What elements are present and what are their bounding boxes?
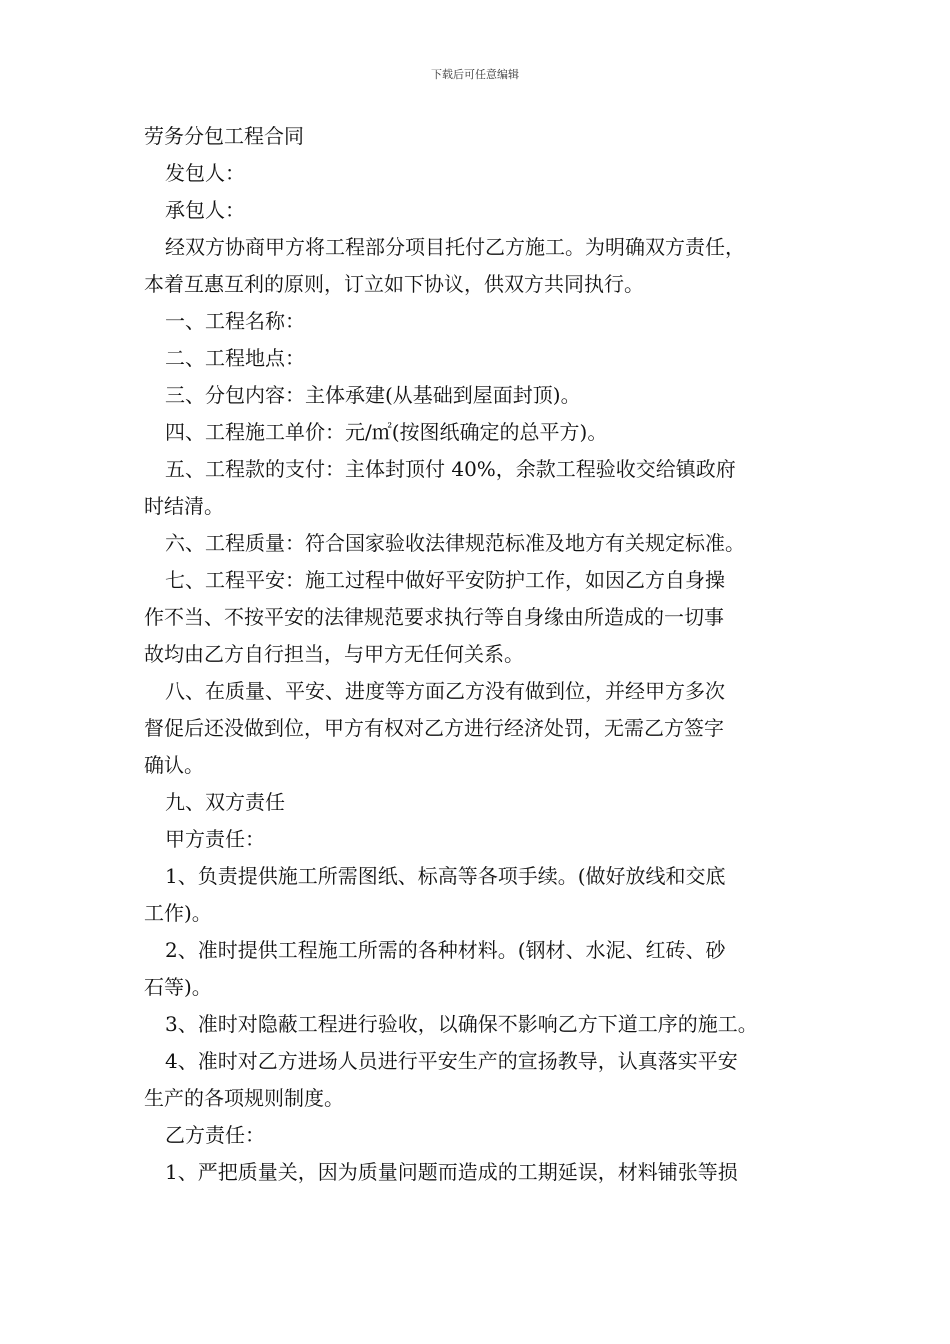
document-title: 劳务分包工程合同 <box>144 124 304 148</box>
document-line: 四、工程施工单价：元/㎡(按图纸确定的总平方)。 <box>165 420 608 444</box>
document-body <box>144 118 834 1191</box>
document-line: 1、严把质量关，因为质量问题而造成的工期延误，材料铺张等损 <box>165 1160 738 1184</box>
document-line: 2、准时提供工程施工所需的各种材料。(钢材、水泥、红砖、砂 <box>165 938 726 962</box>
document-line: 一、工程名称： <box>165 309 305 333</box>
document-line: 督促后还没做到位，甲方有权对乙方进行经济处罚，无需乙方签字 <box>144 716 724 740</box>
document-line: 乙方责任： <box>165 1123 265 1147</box>
document-line: 八、在质量、平安、进度等方面乙方没有做到位，并经甲方多次 <box>165 679 725 703</box>
document-line: 经双方协商甲方将工程部分项目托付乙方施工。为明确双方责任， <box>165 235 745 259</box>
document-line: 生产的各项规则制度。 <box>144 1086 344 1110</box>
document-line: 本着互惠互利的原则，订立如下协议，供双方共同执行。 <box>144 272 644 296</box>
document-line: 九、双方责任 <box>165 790 285 814</box>
document-line: 六、工程质量：符合国家验收法律规范标准及地方有关规定标准。 <box>165 531 745 555</box>
document-line: 承包人： <box>165 198 245 222</box>
document-line: 石等)。 <box>144 975 212 999</box>
document-line: 三、分包内容：主体承建(从基础到屋面封顶)。 <box>165 383 581 407</box>
document-line: 确认。 <box>144 753 204 777</box>
document-line: 1、负责提供施工所需图纸、标高等各项手续。(做好放线和交底 <box>165 864 726 888</box>
document-line: 发包人： <box>165 161 245 185</box>
document-line: 时结清。 <box>144 494 224 518</box>
document-line: 二、工程地点： <box>165 346 305 370</box>
document-line: 4、准时对乙方进场人员进行平安生产的宣扬教导，认真落实平安 <box>165 1049 738 1073</box>
document-line: 作不当、不按平安的法律规范要求执行等自身缘由所造成的一切事 <box>144 605 724 629</box>
document-line: 故均由乙方自行担当，与甲方无任何关系。 <box>144 642 524 666</box>
document-line: 甲方责任： <box>165 827 265 851</box>
document-line: 3、准时对隐蔽工程进行验收，以确保不影响乙方下道工序的施工。 <box>165 1012 758 1036</box>
document-line: 工作)。 <box>144 901 212 925</box>
document-line: 五、工程款的支付：主体封顶付 40%，余款工程验收交给镇政府 <box>165 457 736 481</box>
document-line: 七、工程平安：施工过程中做好平安防护工作，如因乙方自身操 <box>165 568 725 592</box>
page-header: 下载后可任意编辑 <box>431 68 519 81</box>
